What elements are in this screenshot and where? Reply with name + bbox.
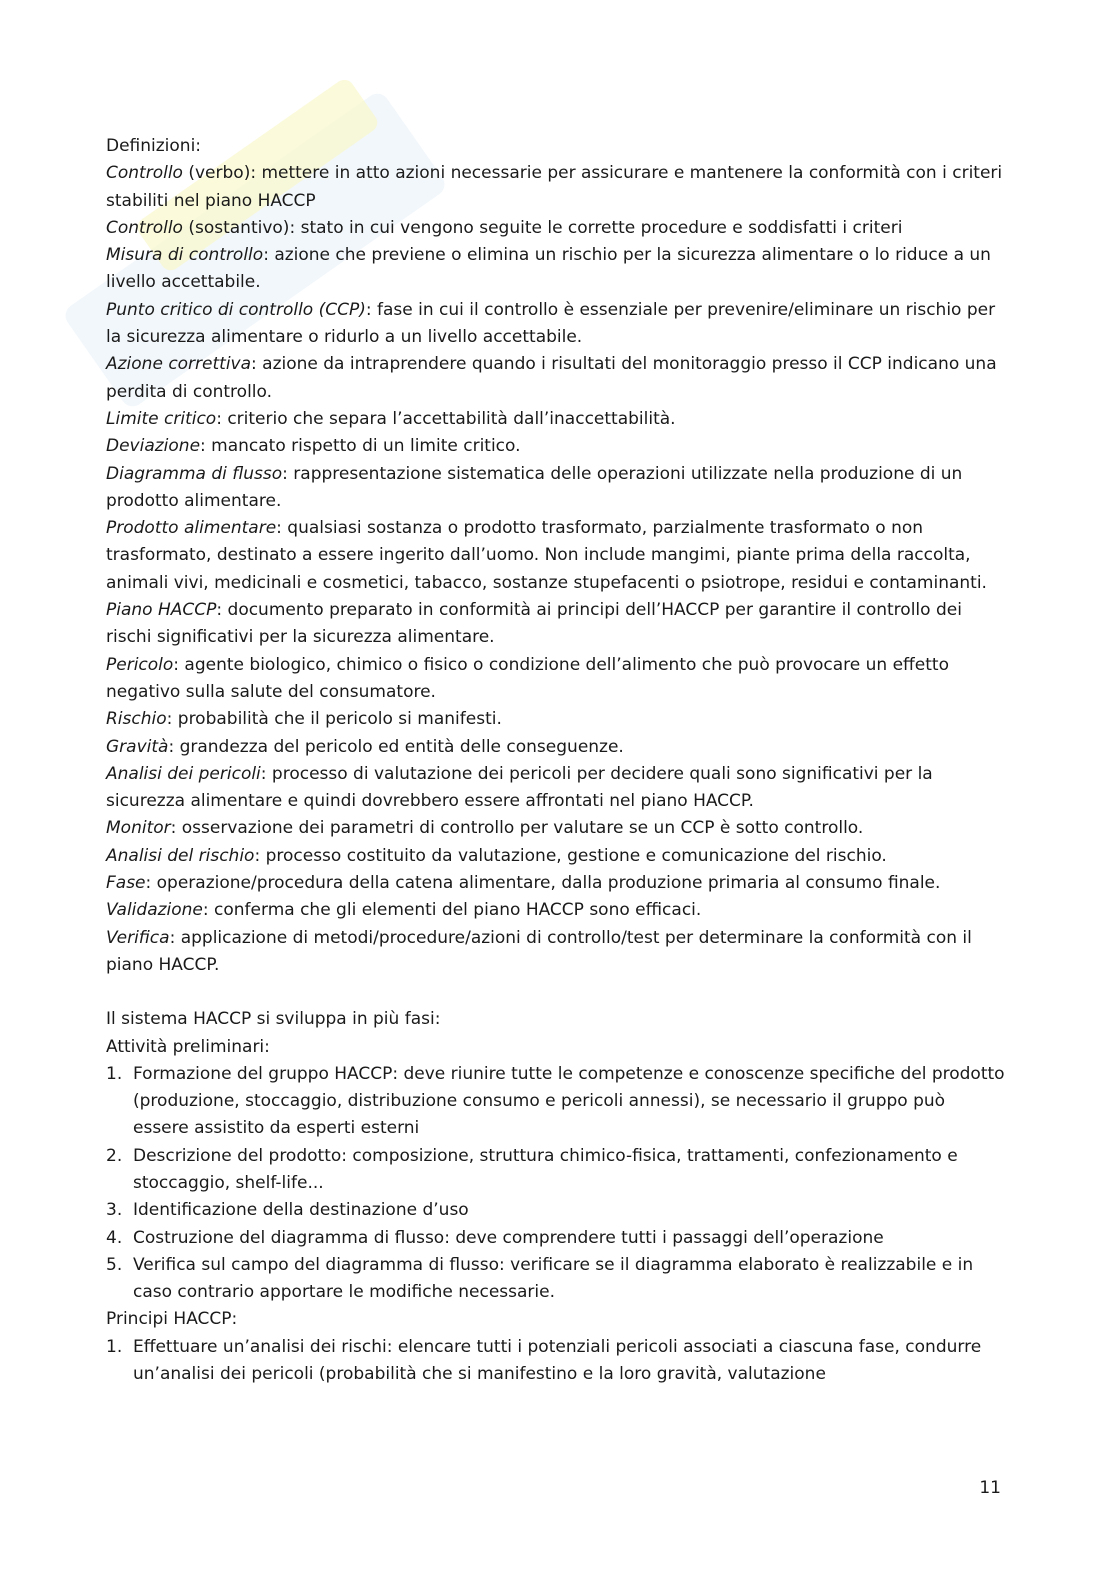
definition-item (106, 925, 1006, 980)
definition-item (106, 870, 1006, 897)
preliminary-steps-list (106, 1061, 1006, 1307)
definition-text: : mettere in atto azioni necessarie per assicurare e mantenere la conformità con i criteri stabiliti nel piano HACCP (106, 163, 1003, 211)
list-item-number: 1. (106, 1336, 123, 1357)
definition-term: Gravità (106, 736, 169, 757)
definition-text: : osservazione dei parametri di controllo per valutare se un CCP è sotto controllo. (170, 818, 864, 839)
list-item (106, 1197, 1006, 1224)
definition-text: : azione che previene o elimina un rischio per la sicurezza alimentare o lo riduce a un livello accettabile. (106, 245, 991, 293)
list-item-text: Effettuare un’analisi dei rischi: elencare tutti i potenziali pericoli associati a ciascuna fase, condurre un’analisi dei pericoli (probabilità che si manifestino e la loro gravità, valutazione (133, 1336, 982, 1385)
definition-text: : operazione/procedura della catena alimentare, dalla produzione primaria al consumo finale. (145, 873, 941, 894)
definition-item (106, 761, 1006, 816)
definition-term: Limite critico (106, 408, 217, 429)
definition-item (106, 160, 1006, 215)
principles-steps-list (106, 1334, 1006, 1389)
definition-qualifier: (verbo) (182, 163, 251, 184)
list-item (106, 1225, 1006, 1252)
definition-item (106, 706, 1006, 733)
list-item-number: 1. (106, 1063, 123, 1084)
definition-term: Punto critico di controllo (CCP) (106, 299, 366, 320)
list-item (106, 1061, 1006, 1143)
definitions-heading: Definizioni: (106, 136, 202, 156)
definition-term: Pericolo (106, 654, 174, 675)
definition-text: : criterio che separa l’accettabilità dall’inaccettabilità. (216, 408, 676, 429)
system-intro: Il sistema HACCP si sviluppa in più fasi: (106, 1009, 441, 1030)
list-item-number: 2. (106, 1145, 123, 1166)
definition-item (106, 843, 1006, 870)
list-item (106, 1334, 1006, 1389)
definition-qualifier: (sostantivo) (182, 217, 290, 238)
definition-term: Rischio (106, 709, 167, 730)
definition-term: Azione correttiva (106, 354, 252, 375)
definition-term: Prodotto alimentare (106, 518, 277, 539)
definition-term: Analisi del rischio (106, 845, 255, 866)
definition-term: Deviazione (106, 436, 201, 457)
list-item-number: 3. (106, 1200, 123, 1221)
definition-term: Fase (106, 873, 146, 894)
definition-term: Verifica (106, 927, 170, 948)
list-item-text: Costruzione del diagramma di flusso: deve comprendere tutti i passaggi dell’operazione (133, 1227, 884, 1248)
list-item-number: 4. (106, 1227, 123, 1248)
definition-item (106, 406, 1006, 433)
definition-text: : fase in cui il controllo è essenziale per prevenire/eliminare un rischio per la sicurezza alimentare o ridurlo a un livello accettabile. (106, 299, 996, 348)
list-item-text: Verifica sul campo del diagramma di flusso: verificare se il diagramma elaborato è realizzabile e in caso contrario apportare le modifiche necessarie. (133, 1254, 974, 1303)
document-body (106, 133, 1006, 1388)
definition-text: : stato in cui vengono seguite le corrette procedure e soddisfatti i criteri (289, 217, 903, 238)
definition-item (106, 461, 1006, 516)
list-item-number: 5. (106, 1254, 123, 1275)
definition-text: : probabilità che il pericolo si manifesti. (166, 709, 502, 730)
definition-item (106, 515, 1006, 597)
definition-text: : qualsiasi sostanza o prodotto trasformato, parzialmente trasformato o non trasformato, destinato a essere ingerito dall’uomo. Non include mangimi, piante prima della raccolta, animali vivi, medicinali e cosmetici, tabacco, sostanze stupefacenti o psiotrope, residui e contaminanti. (106, 518, 987, 593)
definition-term: Monitor (106, 818, 171, 839)
definition-term: Analisi dei pericoli (106, 763, 261, 784)
page-number: 11 (979, 1478, 1001, 1498)
definition-term: Piano HACCP (106, 600, 217, 621)
definition-term: Misura di controllo (106, 245, 264, 266)
definition-term: Diagramma di flusso (106, 463, 283, 484)
definition-text: : processo di valutazione dei pericoli per decidere quali sono significativi per la sicurezza alimentare e quindi dovrebbero essere affrontati nel piano HACCP. (106, 763, 933, 812)
list-item-text: Formazione del gruppo HACCP: deve riunire tutte le competenze e conoscenze specifiche del prodotto (produzione, stoccaggio, distribuzione consumo e pericoli annessi), se necessario il gruppo può essere assistito da esperti esterni (133, 1063, 1005, 1139)
definition-text: : mancato rispetto di un limite critico. (200, 436, 521, 457)
definition-item (106, 215, 1006, 242)
list-item (106, 1252, 1006, 1307)
definition-item (106, 815, 1006, 842)
definition-item (106, 351, 1006, 406)
principles-heading: Principi HACCP: (106, 1309, 238, 1330)
definition-text: : rappresentazione sistematica delle operazioni utilizzate nella produzione di un prodotto alimentare. (106, 463, 963, 511)
definition-text: : applicazione di metodi/procedure/azioni di controllo/test per determinare la conformità con il piano HACCP. (106, 927, 972, 975)
definition-item (106, 734, 1006, 761)
definition-item (106, 433, 1006, 460)
definition-item (106, 897, 1006, 924)
definition-text: : processo costituito da valutazione, gestione e comunicazione del rischio. (254, 845, 887, 866)
definitions-list (106, 160, 1006, 979)
definition-term: Controllo (106, 163, 183, 184)
definition-text: : grandezza del pericolo ed entità delle conseguenze. (168, 736, 624, 757)
list-item-text: Identificazione della destinazione d’uso (133, 1200, 469, 1221)
definition-text: : agente biologico, chimico o fisico o condizione dell’alimento che può provocare un effetto negativo sulla salute del consumatore. (106, 654, 949, 702)
definition-item (106, 297, 1006, 352)
definition-term: Controllo (106, 217, 183, 238)
preliminary-heading: Attività preliminari: (106, 1036, 270, 1057)
definition-text: : documento preparato in conformità ai principi dell’HACCP per garantire il controllo dei rischi significativi per la sicurezza alimentare. (106, 600, 962, 648)
list-item-text: Descrizione del prodotto: composizione, struttura chimico-fisica, trattamenti, confezionamento e stoccaggio, shelf-life... (133, 1145, 958, 1193)
definition-item (106, 597, 1006, 652)
definition-text: : conferma che gli elementi del piano HACCP sono efficaci. (202, 900, 702, 921)
definition-term: Validazione (106, 900, 203, 921)
list-item (106, 1143, 1006, 1198)
definition-item (106, 242, 1006, 297)
definition-item (106, 652, 1006, 707)
definition-text: : azione da intraprendere quando i risultati del monitoraggio presso il CCP indicano una perdita di controllo. (106, 354, 997, 402)
